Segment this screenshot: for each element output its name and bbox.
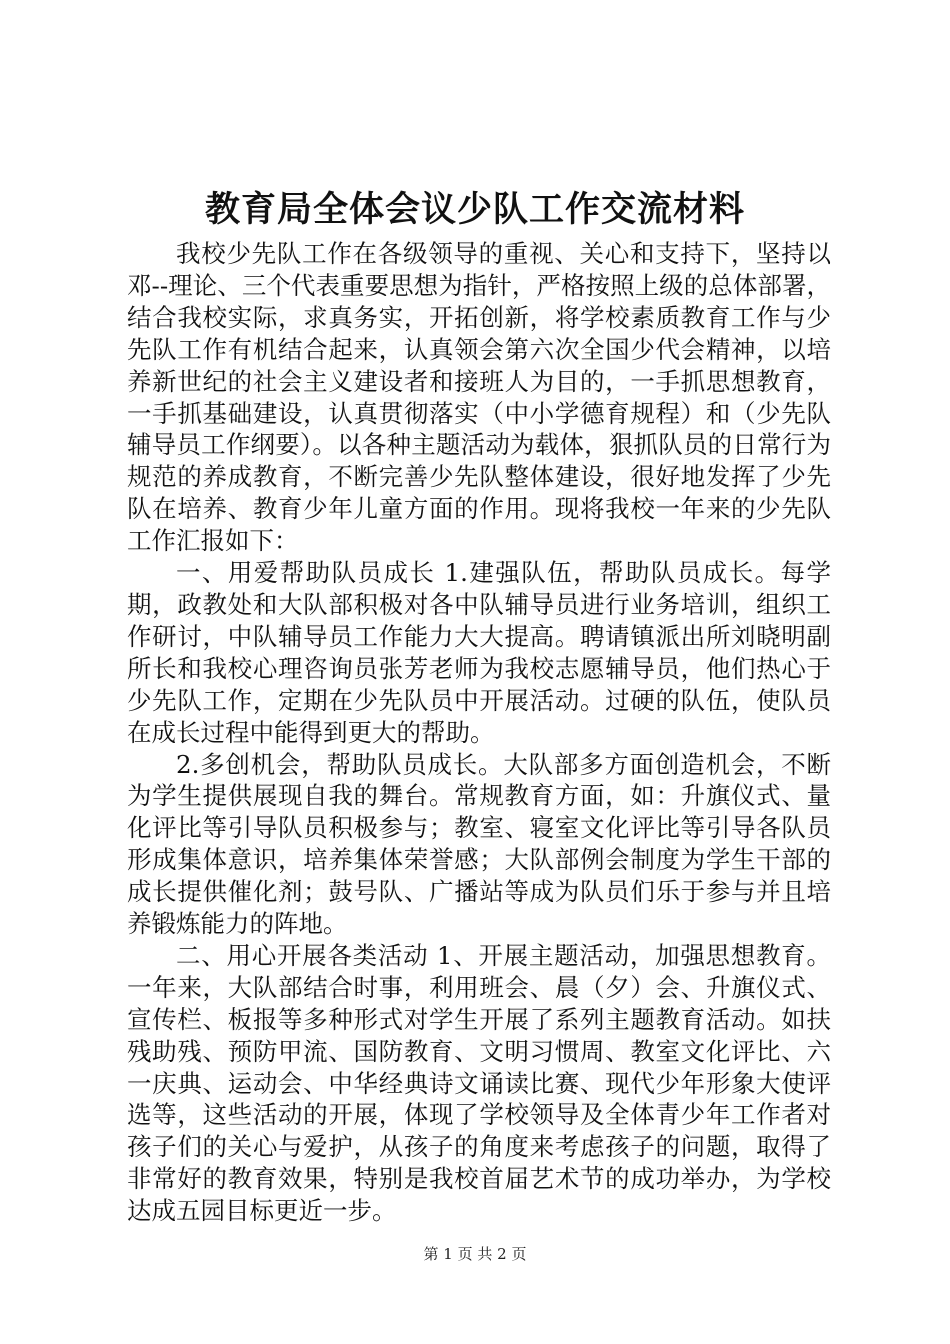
paragraph-section-2: 二、用心开展各类活动 1、开展主题活动，加强思想教育。一年来，大队部结合时事，利用班会、晨（夕）会、升旗仪式、宣传栏、板报等多种形式对学生开展了系列主题教育活动。如扶残助残、预防甲流、国防教育、文明习惯周、教室文化评比、六一庆典、运动会、中华经典诗文诵读比赛、现代少年形象大使评选等，这些活动的开展，体现了学校领导及全体青少年工作者对孩子们的关心与爱护，从孩子的角度来考虑孩子的问题，取得了非常好的教育效果，特别是我校首届艺术节的成功举办，为学校达成五园目标更近一步。 — [127, 940, 831, 1226]
paragraph-section-1: 一、用爱帮助队员成长 1.建强队伍，帮助队员成长。每学期，政教处和大队部积极对各中队辅导员进行业务培训，组织工作研讨，中队辅导员工作能力大大提高。聘请镇派出所刘晓明副所长和我校心理咨询员张芳老师为我校志愿辅导员，他们热心于少先队工作，定期在少先队员中开展活动。过硬的队伍，使队员在成长过程中能得到更大的帮助。 — [127, 558, 831, 747]
paragraph-section-1-item-2: 2.多创机会，帮助队员成长。大队部多方面创造机会，不断为学生提供展现自我的舞台。常规教育方面，如：升旗仪式、量化评比等引导队员积极参与；教室、寝室文化评比等引导各队员形成集体意识，培养集体荣誉感；大队部例会制度为学生干部的成长提供催化剂；鼓号队、广播站等成为队员们乐于参与并且培养锻炼能力的阵地。 — [127, 749, 831, 939]
document-body — [127, 238, 831, 1227]
page-number-footer: 第 1 页 共 2 页 — [423, 1245, 527, 1263]
document-title: 教育局全体会议少队工作交流材料 — [204, 190, 745, 230]
paragraph-intro: 我校少先队工作在各级领导的重视、关心和支持下，坚持以邓--理论、三个代表重要思想为指针，严格按照上级的总体部署，结合我校实际，求真务实，开拓创新，将学校素质教育工作与少先队工作有机结合起来，认真领会第六次全国少代会精神，以培养新世纪的社会主义建设者和接班人为目的，一手抓思想教育，一手抓基础建设，认真贯彻落实（中小学德育规程）和（少先队辅导员工作纲要）。以各种主题活动为载体，狠抓队员的日常行为规范的养成教育，不断完善少先队整体建设，很好地发挥了少先队在培养、教育少年儿童方面的作用。现将我校一年来的少先队工作汇报如下： — [127, 239, 831, 556]
